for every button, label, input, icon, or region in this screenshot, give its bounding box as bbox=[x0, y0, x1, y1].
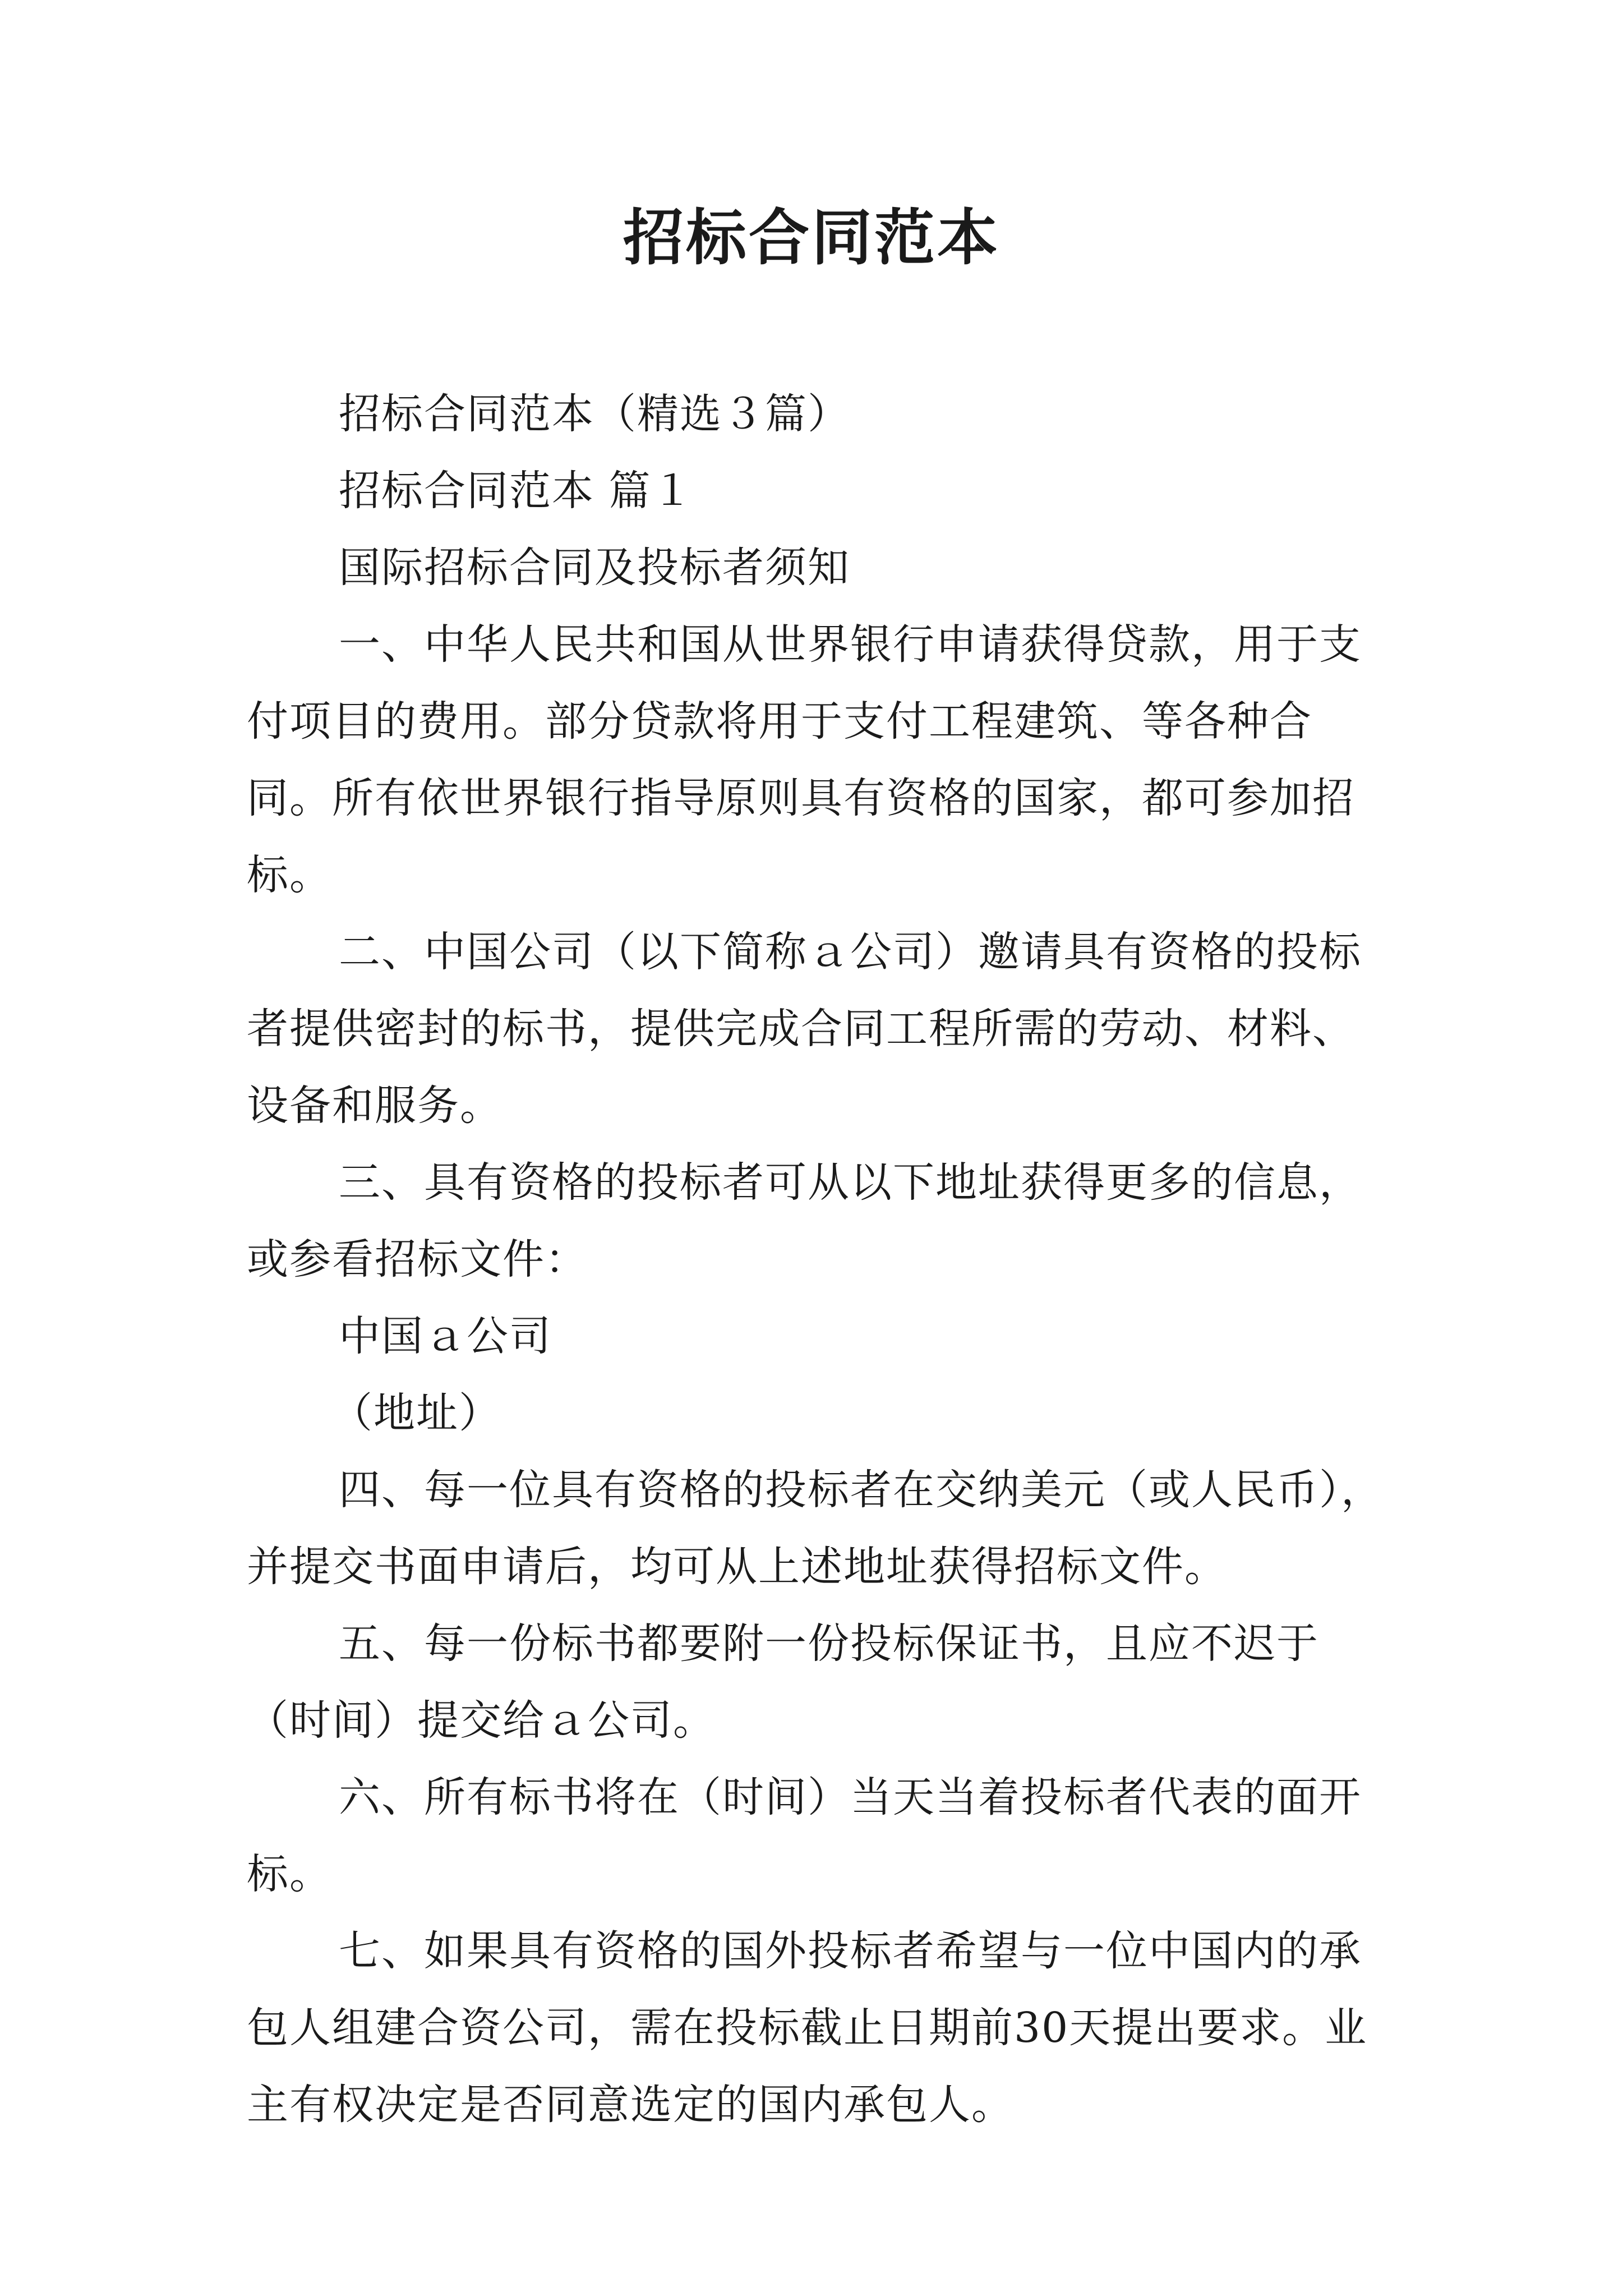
paragraph-section-heading: 招标合同范本 篇１ bbox=[339, 467, 694, 515]
paragraph-address: （地址） bbox=[331, 1389, 501, 1437]
paragraph-clause-5: 五、每一份标书都要附一份投标保证书，且应不迟于（时间）提交给ａ公司。 bbox=[247, 1619, 1319, 1745]
paragraph-clause-1: 一、中华人民共和国从世界银行申请获得贷款，用于支付项目的费用。部分贷款将用于支付工程建筑、等各种合同。所有依世界银行指导原则具有资格的国家，都可参加招标。 bbox=[247, 620, 1362, 899]
document-body bbox=[247, 376, 1387, 2143]
paragraph-clause-7: 七、如果具有资格的国外投标者希望与一位中国内的承包人组建合资公司，需在投标截止日期前30天提出要求。业主有权决定是否同意选定的国内承包人。 bbox=[247, 1927, 1368, 2129]
paragraph-clause-4: 四、每一位具有资格的投标者在交纳美元（或人民币），并提交书面申请后，均可从上述地址获得招标文件。 bbox=[247, 1466, 1384, 1591]
paragraph-notice-heading: 国际招标合同及投标者须知 bbox=[339, 544, 850, 592]
paragraph-clause-6: 六、所有标书将在（时间）当天当着投标者代表的面开标。 bbox=[247, 1773, 1362, 1898]
paragraph-clause-2: 二、中国公司（以下简称ａ公司）邀请具有资格的投标者提供密封的标书，提供完成合同工程所需的劳动、材料、设备和服务。 bbox=[247, 928, 1362, 1130]
paragraph-company-name: 中国ａ公司 bbox=[339, 1312, 552, 1360]
paragraph-subtitle: 招标合同范本（精选３篇） bbox=[339, 390, 850, 438]
document-title: 招标合同范本 bbox=[623, 203, 1000, 273]
paragraph-clause-3: 三、具有资格的投标者可从以下地址获得更多的信息，或参看招标文件： bbox=[247, 1158, 1362, 1283]
